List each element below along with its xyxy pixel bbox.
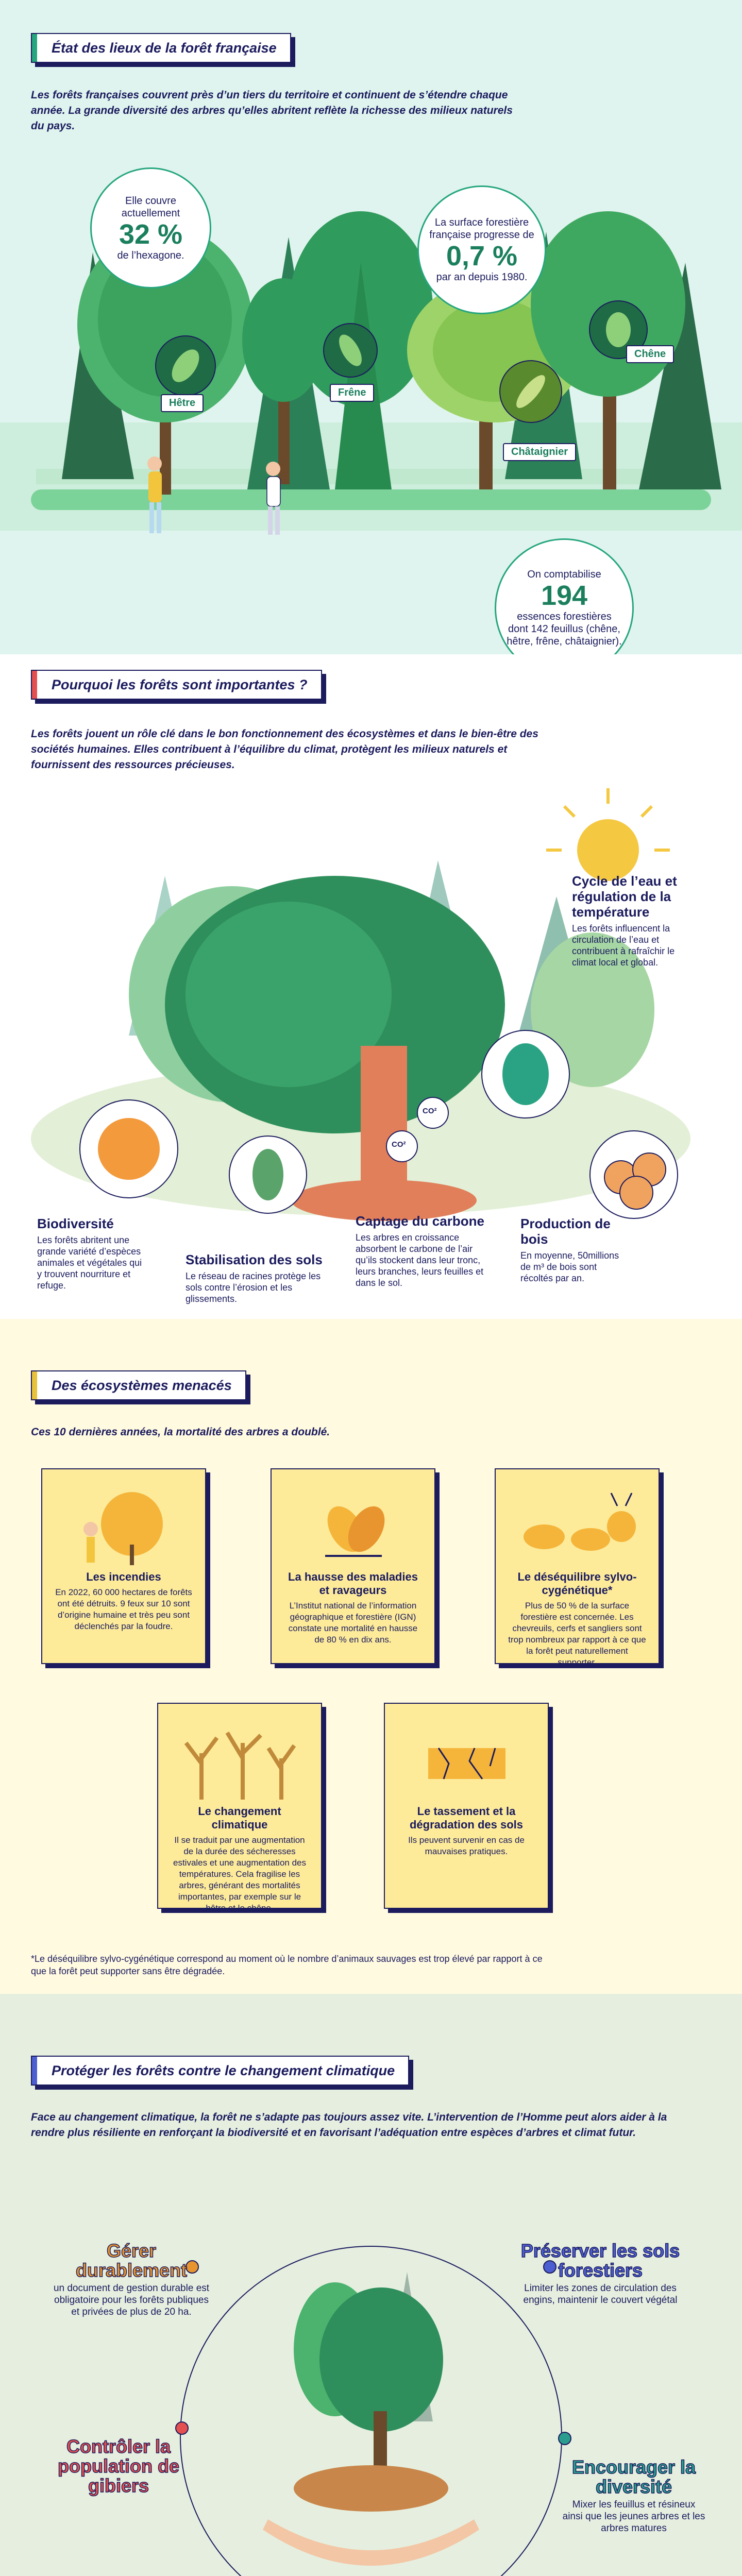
action-gerer xyxy=(52,2241,211,2318)
role-water-cycle xyxy=(572,873,690,968)
threat-text: Il se traduit par une augmentation de la durée des sécheresses estivales et une augmentation des températures. Cela fragilise les arbres, générant des mortalités importantes, par exemple sur le hêtre et le chêne. xyxy=(173,1835,306,1913)
action-text: un document de gestion durable est obligatoire pour les forêts publiques et privées de plus de 20 ha. xyxy=(53,2283,210,2317)
tree-label-frene: Frêne xyxy=(330,384,374,402)
action-title: Encourager la diversité xyxy=(571,2456,696,2497)
role-text: En moyenne, 50millions de m³ de bois sont récoltés par an. xyxy=(520,1250,619,1283)
section-menaces xyxy=(0,1319,742,1994)
co2-label: CO² xyxy=(423,1107,437,1115)
threat-card-climate xyxy=(157,1703,322,1913)
threat-card-fires xyxy=(41,1468,206,1664)
stat-growth-value: 0,7 % xyxy=(446,241,518,272)
action-diversite xyxy=(562,2458,706,2534)
section-etat-des-lieux xyxy=(0,0,742,680)
threat-card-wildlife xyxy=(495,1468,660,1667)
section-title xyxy=(31,670,322,700)
title-accent-bar xyxy=(32,2057,37,2084)
cracked-soil-illustration xyxy=(397,1717,535,1800)
section-title-text: Protéger les forêts contre le changement climatique xyxy=(52,2062,395,2078)
role-text: Les forêts influencent la circulation de l’eau et contribuent à rafraîchir le climat local et global. xyxy=(572,923,675,968)
dry-trees-illustration xyxy=(171,1717,309,1800)
threat-title: Le tassement et la dégradation des sols xyxy=(409,1805,524,1831)
section-title xyxy=(31,1370,246,1400)
section-title xyxy=(31,33,291,63)
stat-coverage-before: Elle couvre actuellement xyxy=(121,195,180,219)
title-accent-bar xyxy=(32,671,37,699)
threat-text: Plus de 50 % de la surface forestière est concernée. Les chevreuils, cerfs et sangliers sont trop nombreux par rapport à ce que la forêt peut naturellement supporter. xyxy=(508,1601,646,1667)
role-text: Les forêts abritent une grande variété d’espèces animales et végétales qui y trouvent nourriture et refuge. xyxy=(37,1235,142,1291)
threat-title: Le changement climatique xyxy=(198,1805,281,1831)
action-text: Limiter les zones de circulation des engins, maintenir le couvert végétal xyxy=(523,2283,678,2306)
tree-label-chene: Chêne xyxy=(626,345,674,363)
action-dot-teal xyxy=(558,2432,571,2445)
section-title-text: État des lieux de la forêt française xyxy=(52,40,277,56)
role-biodiversity xyxy=(37,1216,145,1291)
threat-title: Les incendies xyxy=(86,1570,161,1583)
section-title-text: Pourquoi les forêts sont importantes ? xyxy=(52,676,308,692)
section-intro: Les forêts françaises couvrent près d’un tiers du territoire et continuent de s’étendre chaque année. La grande diversité des arbres qu’elles abritent reflète la richesse des milieux naturels du pays. xyxy=(31,89,513,132)
tree-label-hetre: Hêtre xyxy=(161,394,204,412)
stat-species-after: essences forestières dont 142 feuillus (chêne, hêtre, frêne, châtaignier). xyxy=(507,611,622,647)
action-dot-red xyxy=(175,2421,189,2435)
section-title xyxy=(31,2056,409,2086)
threat-text: L’Institut national de l’information géographique et forestière (IGN) constate une mortalité en hausse de 80 % en dix ans. xyxy=(288,1601,418,1645)
stat-bubble-growth xyxy=(417,185,546,314)
action-gibiers xyxy=(52,2437,185,2498)
action-title: Préserver les sols forestiers xyxy=(520,2240,680,2281)
threat-text: Ils peuvent survenir en cas de mauvaises pratiques. xyxy=(408,1835,525,1856)
threat-title: Le déséquilibre sylvo-cygénétique* xyxy=(517,1570,637,1597)
section-intro: Face au changement climatique, la forêt ne s’adapte pas toujours assez vite. L’intervention de l’Homme peut alors aider à la rendre plus résiliente en renforçant la biodiversité et en favorisant l’adéquation entre espèces d’arbres et climat futur. xyxy=(31,2111,667,2139)
stat-bubble-coverage xyxy=(90,167,211,289)
threat-text: En 2022, 60 000 hectares de forêts ont été détruits. 9 feux sur 10 sont d’origine humaine et très peu sont déclenchés par la foudre. xyxy=(55,1587,192,1631)
threat-card-diseases xyxy=(271,1468,435,1664)
role-title: Stabilisation des sols xyxy=(185,1252,323,1267)
section-intro: Les forêts jouent un rôle clé dans le bon fonctionnement des écosystèmes et dans le bien-être des sociétés humaines. Elles contribuent à l’équilibre du climat, protègent les milieux naturels et fournissent des ressources précieuses. xyxy=(31,728,538,771)
action-title: Contrôler la population de gibiers xyxy=(58,2436,179,2496)
role-wood xyxy=(520,1216,623,1284)
stat-species-before: On comptabilise xyxy=(527,569,601,580)
threat-card-soil xyxy=(384,1703,549,1909)
stat-coverage-after: de l’hexagone. xyxy=(117,249,184,261)
wildlife-illustration xyxy=(508,1483,646,1565)
section-proteger xyxy=(0,1994,742,2576)
ecosystem-illustration xyxy=(0,778,742,1242)
tree-label-chataignier: Châtaignier xyxy=(503,443,576,461)
role-text: Le réseau de racines protège les sols contre l’érosion et les glissements. xyxy=(185,1271,321,1304)
action-sols xyxy=(515,2241,685,2306)
role-carbon xyxy=(356,1213,495,1289)
role-title: Cycle de l’eau et régulation de la température xyxy=(572,873,677,920)
section-intro: Ces 10 dernières années, la mortalité des arbres a doublé. xyxy=(31,1426,330,1438)
title-accent-bar xyxy=(32,1371,37,1399)
title-accent-bar xyxy=(32,34,37,62)
fire-illustration xyxy=(55,1483,193,1565)
co2-label: CO² xyxy=(392,1140,406,1149)
stat-growth-before: La surface forestière française progresse de xyxy=(429,217,534,241)
stat-species-value: 194 xyxy=(541,580,588,611)
role-title: Biodiversité xyxy=(37,1216,114,1231)
section-title-text: Des écosystèmes menacés xyxy=(52,1377,232,1393)
action-title: Gérer durablement xyxy=(75,2240,188,2281)
section-importance xyxy=(0,654,742,1340)
action-text: Mixer les feuillus et résineux ainsi que les jeunes arbres et les arbres matures xyxy=(562,2499,705,2534)
role-title: Captage du carbone xyxy=(356,1213,484,1229)
leaves-illustration xyxy=(284,1483,422,1565)
stat-coverage-value: 32 % xyxy=(119,218,183,250)
stat-growth-after: par an depuis 1980. xyxy=(436,272,528,283)
role-soil xyxy=(185,1252,325,1304)
role-text: Les arbres en croissance absorbent le carbone de l’air qu’ils stockent dans leur tronc, leurs branches, leurs feuilles et dans le sol. xyxy=(356,1232,484,1288)
threat-title: La hausse des maladies et ravageurs xyxy=(288,1570,418,1597)
role-title: Production de bois xyxy=(520,1216,611,1247)
footnote: *Le déséquilibre sylvo-cygénétique correspond au moment où le nombre d’animaux sauvages est trop élevé par rapport à ce que la forêt peut supporter sans être dégradée. xyxy=(31,1954,543,1976)
